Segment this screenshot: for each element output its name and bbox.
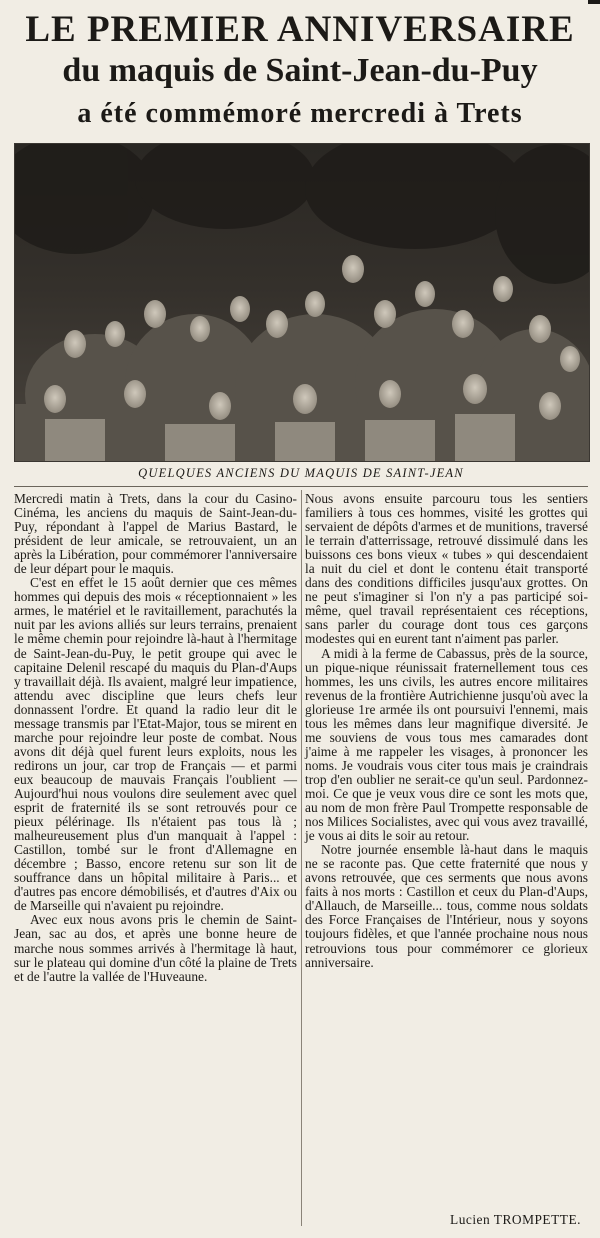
article-paragraph: A midi à la ferme de Cabassus, près de la source, un pique-nique réunissait fraternellement tous ces hommes, les uns civils, les autres encore militaires revenus de la frontière Autrichienne jusqu'où avec la glorieuse 1re armée ils ont poursuivi l'ennemi, mais tous les mêmes dans leur magnifique diversité. Je me souviens de vous tous mes camarades dont j'aime à me rappeler les visages, à prononcer les noms. Je voudrais vous citer tous mais je craindrais trop d'en oublier ne serait-ce qu'un seul. Pardonnez-moi. Ce que je veux vous dire ce sont les mots que, au nom de mon frère Paul Trompette responsable de nos Milices Socialistes, avec qui vous avez travaillé, je vous ai dits le soir au retour. [305, 645, 588, 844]
article-paragraph: Notre journée ensemble là-haut dans le maquis ne se raconte pas. Que cette fraternité que nous y avons retrouvée, que ces serments que nous avons faits à nos morts : Castillon et ceux du Plan-d'Aups, d'Allauch, de Marseille... tous, comme nous soldats des Force Françaises de l'Intérieur, nous y soyons toujours fidèles, et que l'année prochaine nous nous retrouvions tous pour commémorer ce glorieux anniversaire. [305, 842, 588, 970]
group-photograph [14, 143, 590, 462]
photo-caption: QUELQUES ANCIENS DU MAQUIS DE SAINT-JEAN [138, 466, 464, 480]
headline-line-1: LE PREMIER ANNIVERSAIRE [25, 9, 575, 50]
article-paragraph: Avec eux nous avons pris le chemin de Saint-Jean, sac au dos, et après une bonne heure de marche nous sommes arrivés à l'hermitage là haut, sur le plateau qui domine d'un côté la plaine de Trets et de l'autre la vallée de l'Huveaune. [14, 912, 297, 984]
group-photograph-image [15, 144, 589, 461]
author-signature: Lucien TROMPETTE. [450, 1212, 581, 1227]
article-column-left [14, 492, 297, 984]
caption-divider [14, 486, 588, 487]
headline-line-3: a été commémoré mercredi à Trets [77, 98, 523, 129]
article-paragraph: Mercredi matin à Trets, dans la cour du Casino-Cinéma, les anciens du maquis de Saint-Jean-du-Puy, répondant à l'appel de Marius Bastard, le président de leur amicale, se retrouvaient, un an après la Libération, pour commémorer l'anniversaire de leur départ pour le maquis. [14, 491, 297, 577]
article-paragraph: Nous avons ensuite parcouru tous les sentiers familiers à tous ces hommes, visité les grottes qui servaient de dépôts d'armes et de munitions, traversé le terrain d'atterrissage, retrouvé dissimulé dans les buissons ces bons vieux « tubes » qui descendaient la nuit du ciel et dont le contenu était transporté dans des conditions difficiles jusqu'aux grottes. On ne peut s'imaginer si l'on n'y a pas participé soi-même, quel travail représentaient ces réceptions, sans parler du courage dont tous ces garçons modestes qui en eurent tant n'aiment pas parler. [305, 491, 588, 647]
page-corner-mark [588, 0, 600, 4]
article-paragraph: C'est en effet le 15 août dernier que ces mêmes hommes qui depuis des mois « réceptionnaient » les armes, le matériel et le ravitaillement, parachutés la nuit par les avions alliés sur leurs terrains, prenaient le même chemin pour rejoindre là-haut à l'hermitage de Saint-Jean-du-Puy, le petit groupe qui avec le capitaine Delenil rescapé du maquis du Plan-d'Aups y travaillait déjà. Ils avaient, malgré leur impatience, attendu avec discipline que leurs chefs leur donnassent l'ordre. Et quand la radio leur dit le message transmis par l'Etat-Major, tous se mirent en marche pour rejoindre leur poste de combat. Nous avons dit déjà quel furent leurs exploits, nous les redirons un jour, car trop de Français — et parmi eux beaucoup de mauvais Français l'oublient — Aujourd'hui nous voulons dire seulement avec quel esprit de fraternité ils se sont retrouvés pour ce pieux pélérinage. Ils n'étaient pas tous là ; malheureusement plus d'un manquait à l'appel : Castillon, tombé sur le front d'Allemagne en décembre ; Basso, encore retenu sur son lit de souffrance dans un hôpital militaire à Paris... et d'autres pas encore démobilisés, et d'autres d'Aix ou de Marseille qui n'avaient pu rejoindre. [14, 575, 297, 914]
article-column-right [305, 492, 588, 970]
column-divider [301, 490, 302, 1226]
headline-line-2: du maquis de Saint-Jean-du-Puy [62, 52, 538, 89]
